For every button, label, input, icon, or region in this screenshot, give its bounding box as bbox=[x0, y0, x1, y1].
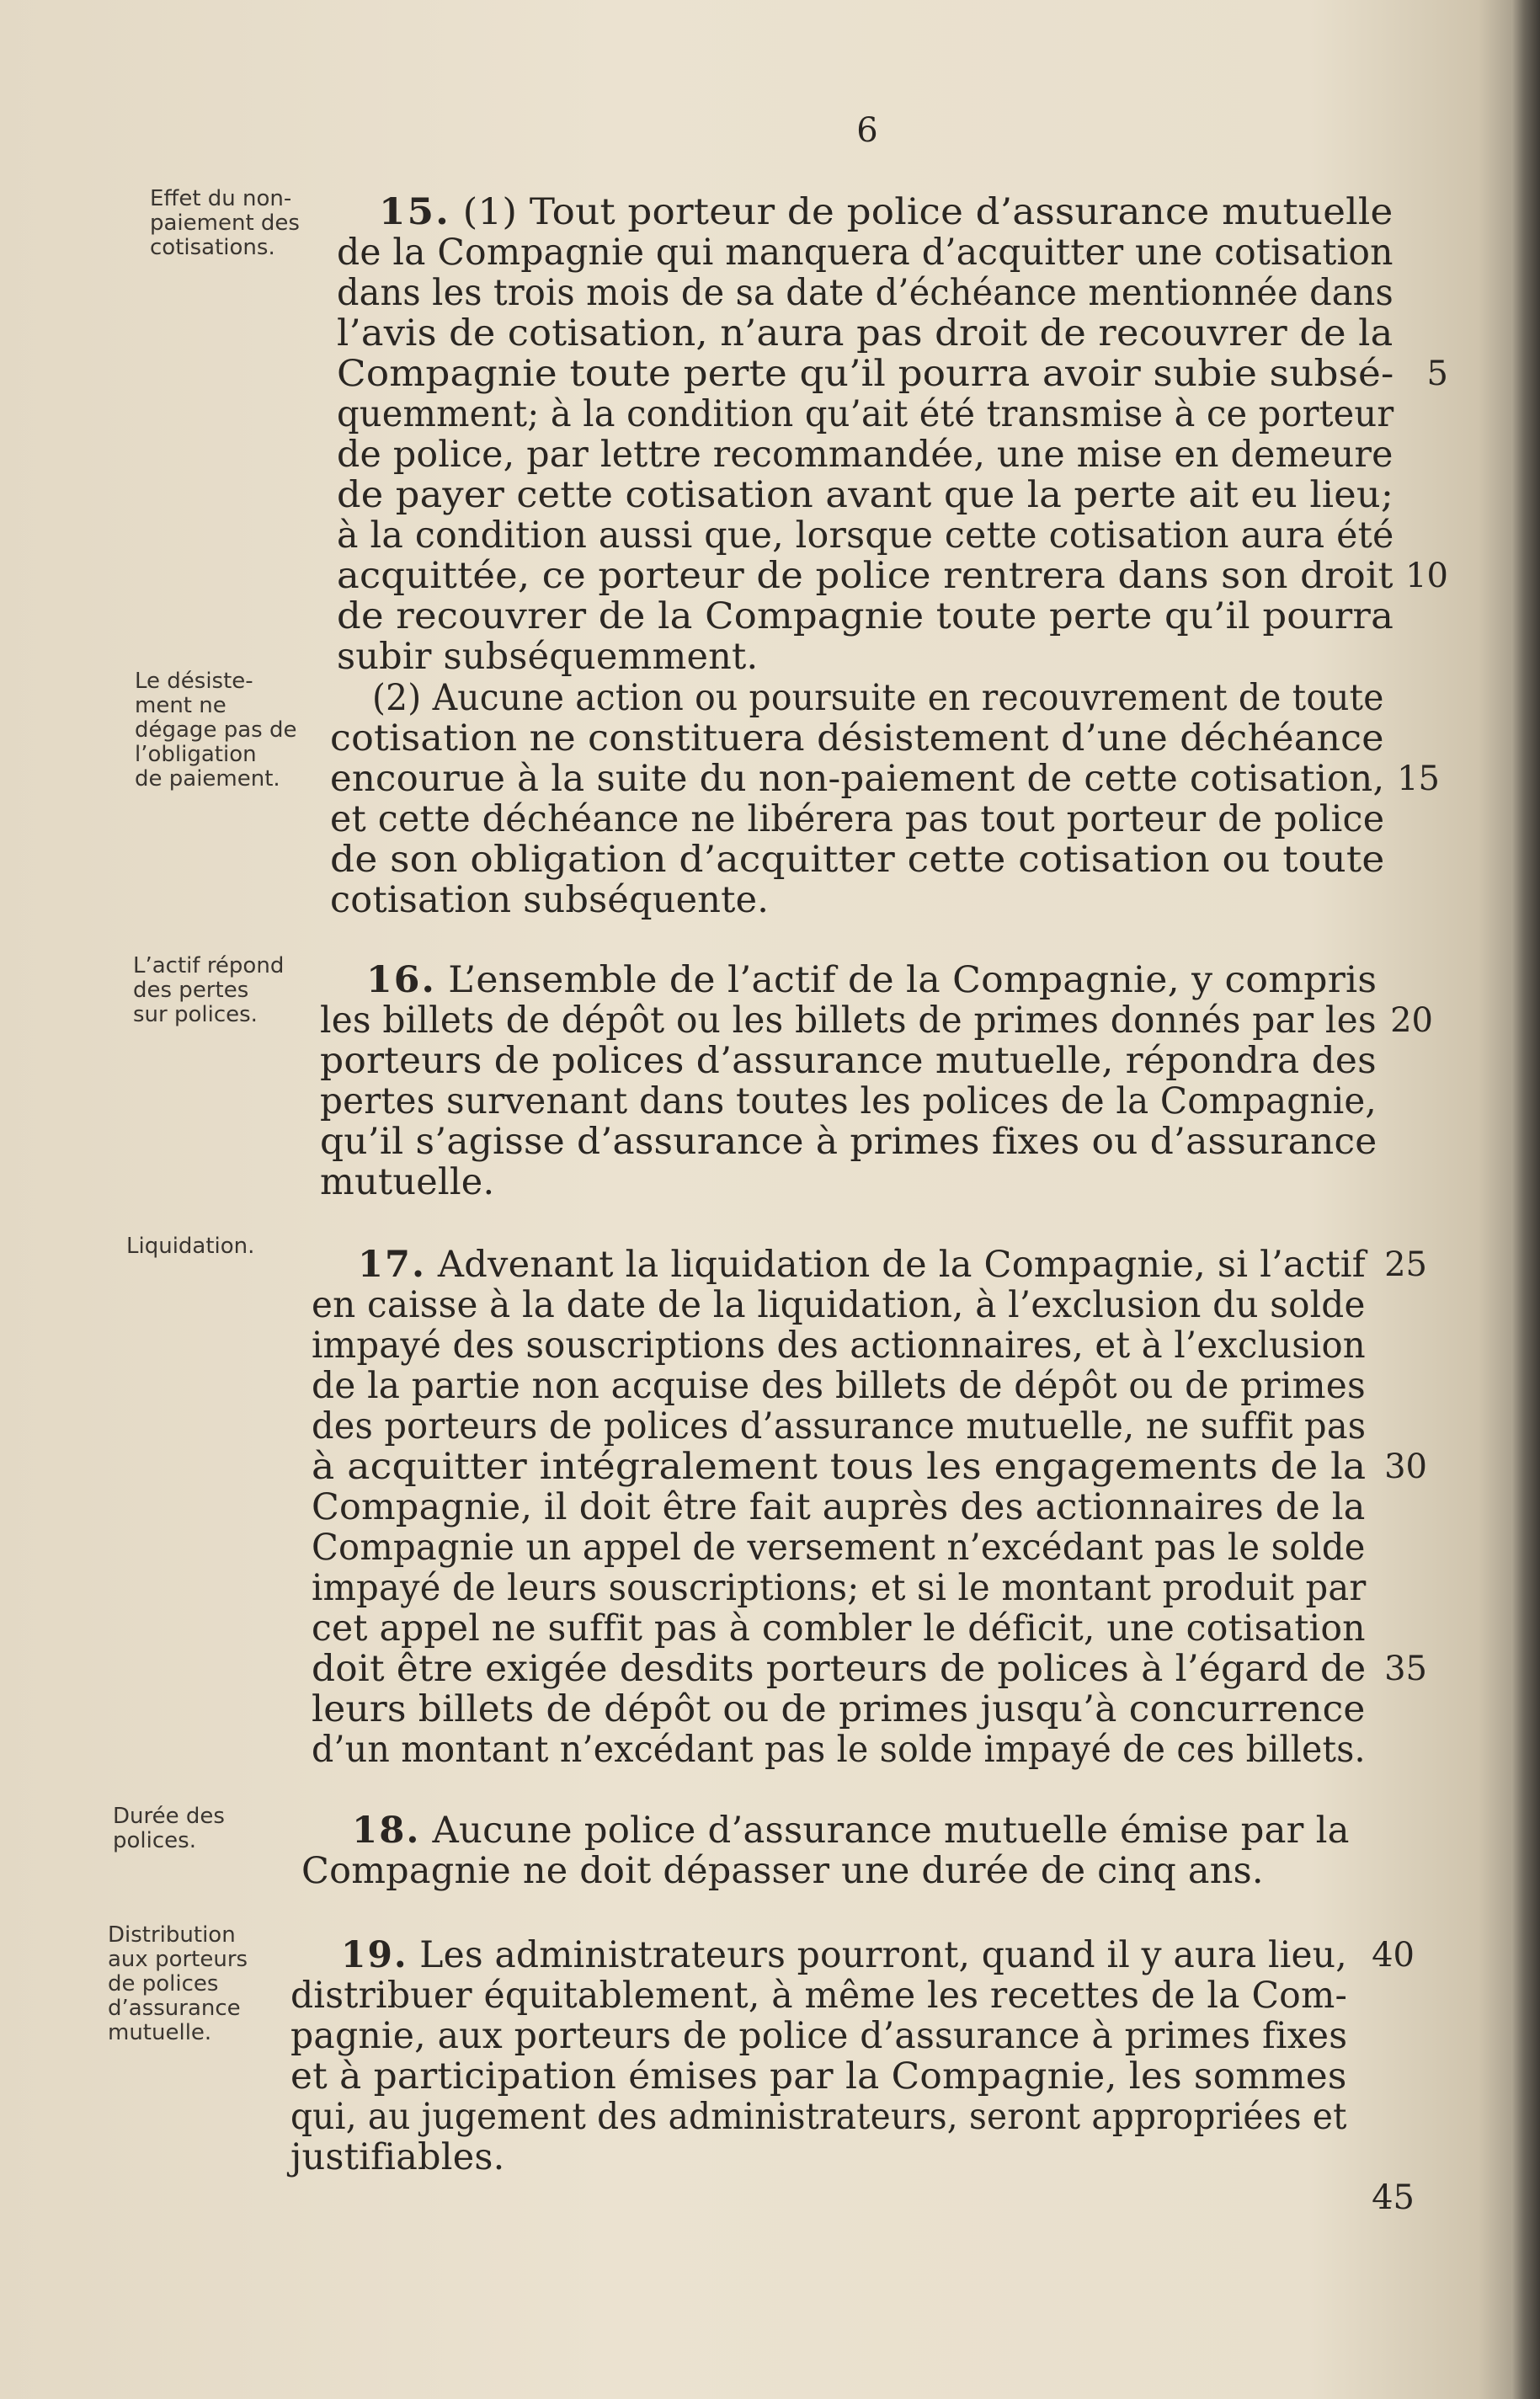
body-text-line bbox=[366, 960, 1377, 1000]
body-text: Compagnie ne doit dépasser une durée de cinq ans. bbox=[301, 1850, 1264, 1892]
body-text-line bbox=[330, 799, 1384, 840]
body-text-line bbox=[330, 718, 1384, 759]
body-text-line bbox=[337, 475, 1393, 515]
body-text: cotisation ne constituera désistement d’une déchéance bbox=[330, 717, 1384, 760]
body-text-line bbox=[320, 1081, 1377, 1122]
body-text: et cette déchéance ne libérera pas tout porteur de police bbox=[330, 798, 1385, 840]
line-number: 25 bbox=[1384, 1245, 1427, 1284]
body-text-line bbox=[337, 637, 758, 677]
line-number: 5 bbox=[1426, 355, 1448, 393]
body-text: pagnie, aux porteurs de police d’assurance à primes fixes bbox=[290, 2015, 1348, 2057]
body-text: dans les trois mois de sa date d’échéance mentionnée dans bbox=[337, 272, 1393, 314]
body-text-line bbox=[290, 2137, 505, 2178]
body-text: Les administrateurs pourront, quand il y aura lieu, bbox=[419, 1934, 1347, 1976]
body-text-line bbox=[337, 232, 1393, 273]
body-text: Compagnie, il doit être fait auprès des actionnaires de la bbox=[312, 1486, 1366, 1528]
body-text: encourue à la suite du non-paiement de cette cotisation, bbox=[330, 758, 1385, 800]
body-text: (1) Tout porteur de police d’assurance mutuelle bbox=[462, 191, 1393, 233]
body-text-line bbox=[320, 1000, 1377, 1041]
body-text: cet appel ne suffit pas à combler le déficit, une cotisation bbox=[312, 1607, 1366, 1650]
body-text-line bbox=[312, 1649, 1366, 1689]
body-text: justifiables. bbox=[290, 2136, 505, 2178]
body-text-line bbox=[312, 1285, 1366, 1325]
body-text: mutuelle. bbox=[320, 1161, 495, 1203]
body-text: Compagnie un appel de versement n’excédant pas le solde bbox=[312, 1527, 1366, 1569]
margin-note-line: Durée des bbox=[113, 1804, 225, 1829]
body-text: qu’il s’agisse d’assurance à primes fixes ou d’assurance bbox=[320, 1121, 1377, 1163]
margin-note-line: Effet du non- bbox=[150, 186, 292, 211]
body-text: d’un montant n’excédant pas le solde impayé de ces billets. bbox=[312, 1729, 1366, 1771]
body-text: L’ensemble de l’actif de la Compagnie, y compris bbox=[448, 959, 1377, 1001]
section-number: 15. bbox=[379, 191, 450, 233]
body-text: impayé de leurs souscriptions; et si le montant produit par bbox=[312, 1567, 1367, 1609]
margin-note-line: paiement des bbox=[150, 211, 300, 236]
body-text-line bbox=[372, 678, 1384, 718]
body-text-line bbox=[358, 1245, 1366, 1285]
line-number: 10 bbox=[1405, 557, 1448, 595]
body-text: en caisse à la date de la liquidation, à l’exclusion du solde bbox=[312, 1284, 1366, 1326]
line-number: 35 bbox=[1384, 1650, 1427, 1688]
margin-note bbox=[135, 669, 296, 792]
book-binding-edge bbox=[1511, 0, 1540, 2399]
body-text: distribuer équitablement, à même les recettes de la Com- bbox=[290, 1975, 1348, 2017]
line-number: 45 bbox=[1372, 2178, 1415, 2217]
line-number: 20 bbox=[1390, 1001, 1433, 1040]
margin-note-line: ment ne bbox=[135, 693, 226, 718]
section-number: 18. bbox=[352, 1810, 421, 1852]
body-text-line bbox=[301, 1851, 1264, 1891]
body-text-line bbox=[312, 1325, 1366, 1366]
page-number: 6 bbox=[856, 111, 878, 150]
margin-note bbox=[150, 187, 300, 260]
body-text-line bbox=[352, 1810, 1350, 1851]
body-text: cotisation subséquente. bbox=[330, 879, 770, 921]
margin-note-line: dégage pas de bbox=[135, 717, 297, 743]
body-text: acquittée, ce porteur de police rentrera dans son droit bbox=[337, 555, 1393, 597]
margin-note-line: d’assurance bbox=[108, 1996, 241, 2021]
body-text-line bbox=[312, 1447, 1366, 1487]
body-text-line bbox=[337, 354, 1394, 394]
body-text-line bbox=[290, 1975, 1347, 2016]
body-text-line bbox=[312, 1527, 1366, 1568]
margin-note-line: mutuelle. bbox=[108, 2020, 212, 2045]
body-text: pertes survenant dans toutes les polices de la Compagnie, bbox=[320, 1080, 1377, 1122]
margin-note-line: polices. bbox=[113, 1828, 196, 1853]
body-text-line bbox=[290, 2056, 1347, 2097]
body-text-line bbox=[330, 840, 1384, 880]
body-text: porteurs de polices d’assurance mutuelle, répondra des bbox=[320, 1040, 1377, 1082]
body-text: subir subséquemment. bbox=[337, 636, 759, 678]
section-number: 17. bbox=[358, 1244, 427, 1286]
body-text-line bbox=[312, 1608, 1366, 1649]
body-text: qui, au jugement des administrateurs, seront appropriées et bbox=[290, 2096, 1347, 2138]
body-text-line bbox=[320, 1122, 1377, 1162]
margin-note-line: Le désiste- bbox=[135, 669, 253, 694]
body-text-line bbox=[337, 313, 1393, 354]
body-text-line bbox=[341, 1935, 1347, 1975]
body-text-line bbox=[379, 192, 1393, 232]
margin-note-line: des pertes bbox=[133, 978, 249, 1003]
margin-note bbox=[113, 1805, 225, 1853]
body-text: impayé des souscriptions des actionnaires, et à l’exclusion bbox=[312, 1325, 1366, 1367]
margin-note bbox=[133, 954, 284, 1027]
margin-note-line: L’actif répond bbox=[133, 953, 285, 978]
margin-note-line: Distribution bbox=[108, 1922, 236, 1948]
margin-note-line: cotisations. bbox=[150, 235, 275, 260]
body-text-line bbox=[337, 515, 1393, 556]
body-text-line bbox=[337, 434, 1393, 475]
body-text: de son obligation d’acquitter cette cotisation ou toute bbox=[330, 839, 1385, 881]
line-number: 15 bbox=[1397, 760, 1440, 798]
body-text: de police, par lettre recommandée, une mise en demeure bbox=[337, 434, 1393, 476]
margin-note bbox=[126, 1234, 254, 1259]
margin-note-line: de polices bbox=[108, 1971, 219, 1997]
margin-note-line: aux porteurs bbox=[108, 1947, 248, 1972]
body-text: des porteurs de polices d’assurance mutuelle, ne suffit pas bbox=[312, 1405, 1367, 1447]
body-text-line bbox=[312, 1730, 1366, 1770]
body-text-line bbox=[337, 556, 1393, 596]
margin-note-line: sur polices. bbox=[133, 1002, 258, 1027]
body-text-line bbox=[290, 2097, 1347, 2137]
body-text-line bbox=[337, 394, 1393, 434]
body-text: et à participation émises par la Compagnie, les sommes bbox=[290, 2055, 1347, 2098]
section-number: 19. bbox=[341, 1934, 408, 1976]
margin-note-line: Liquidation. bbox=[126, 1234, 255, 1259]
body-text: Compagnie toute perte qu’il pourra avoir subie subsé- bbox=[337, 353, 1394, 395]
body-text: doit être exigée desdits porteurs de polices à l’égard de bbox=[312, 1648, 1367, 1690]
body-text: leurs billets de dépôt ou de primes jusqu’à concurrence bbox=[312, 1688, 1366, 1730]
line-number: 30 bbox=[1384, 1447, 1427, 1486]
body-text: l’avis de cotisation, n’aura pas droit de recouvrer de la bbox=[337, 312, 1393, 355]
body-text: de la Compagnie qui manquera d’acquitter une cotisation bbox=[337, 232, 1393, 274]
body-text-line bbox=[330, 880, 769, 920]
body-text: à la condition aussi que, lorsque cette cotisation aura été bbox=[337, 514, 1394, 557]
line-number: 40 bbox=[1372, 1936, 1415, 1975]
section-number: 16. bbox=[366, 959, 436, 1001]
body-text-line bbox=[337, 273, 1393, 313]
margin-note bbox=[108, 1923, 248, 2045]
body-text-line bbox=[330, 759, 1384, 799]
body-text: à acquitter intégralement tous les engagements de la bbox=[312, 1446, 1367, 1488]
body-text-line bbox=[312, 1689, 1366, 1730]
body-text: quemment; à la condition qu’ait été transmise à ce porteur bbox=[337, 393, 1394, 435]
body-text: de recouvrer de la Compagnie toute perte qu’il pourra bbox=[337, 595, 1394, 637]
body-text: les billets de dépôt ou les billets de primes donnés par les bbox=[320, 1000, 1377, 1042]
body-text: Aucune police d’assurance mutuelle émise par la bbox=[432, 1810, 1350, 1852]
body-text-line bbox=[312, 1406, 1366, 1447]
margin-note-line: l’obligation bbox=[135, 742, 257, 767]
body-text-line bbox=[312, 1366, 1366, 1406]
body-text-line bbox=[312, 1487, 1366, 1527]
body-text-line bbox=[320, 1041, 1377, 1081]
body-text: de payer cette cotisation avant que la perte ait eu lieu; bbox=[337, 474, 1394, 516]
body-text-line bbox=[337, 596, 1393, 637]
margin-note-line: de paiement. bbox=[135, 766, 280, 792]
body-text: Advenant la liquidation de la Compagnie, si l’actif bbox=[437, 1244, 1366, 1286]
body-text-line bbox=[312, 1568, 1366, 1608]
body-text-line bbox=[290, 2016, 1347, 2056]
body-text-line bbox=[320, 1162, 494, 1202]
body-text: (2) Aucune action ou poursuite en recouvrement de toute bbox=[372, 677, 1384, 719]
body-text: de la partie non acquise des billets de dépôt ou de primes bbox=[312, 1365, 1366, 1407]
